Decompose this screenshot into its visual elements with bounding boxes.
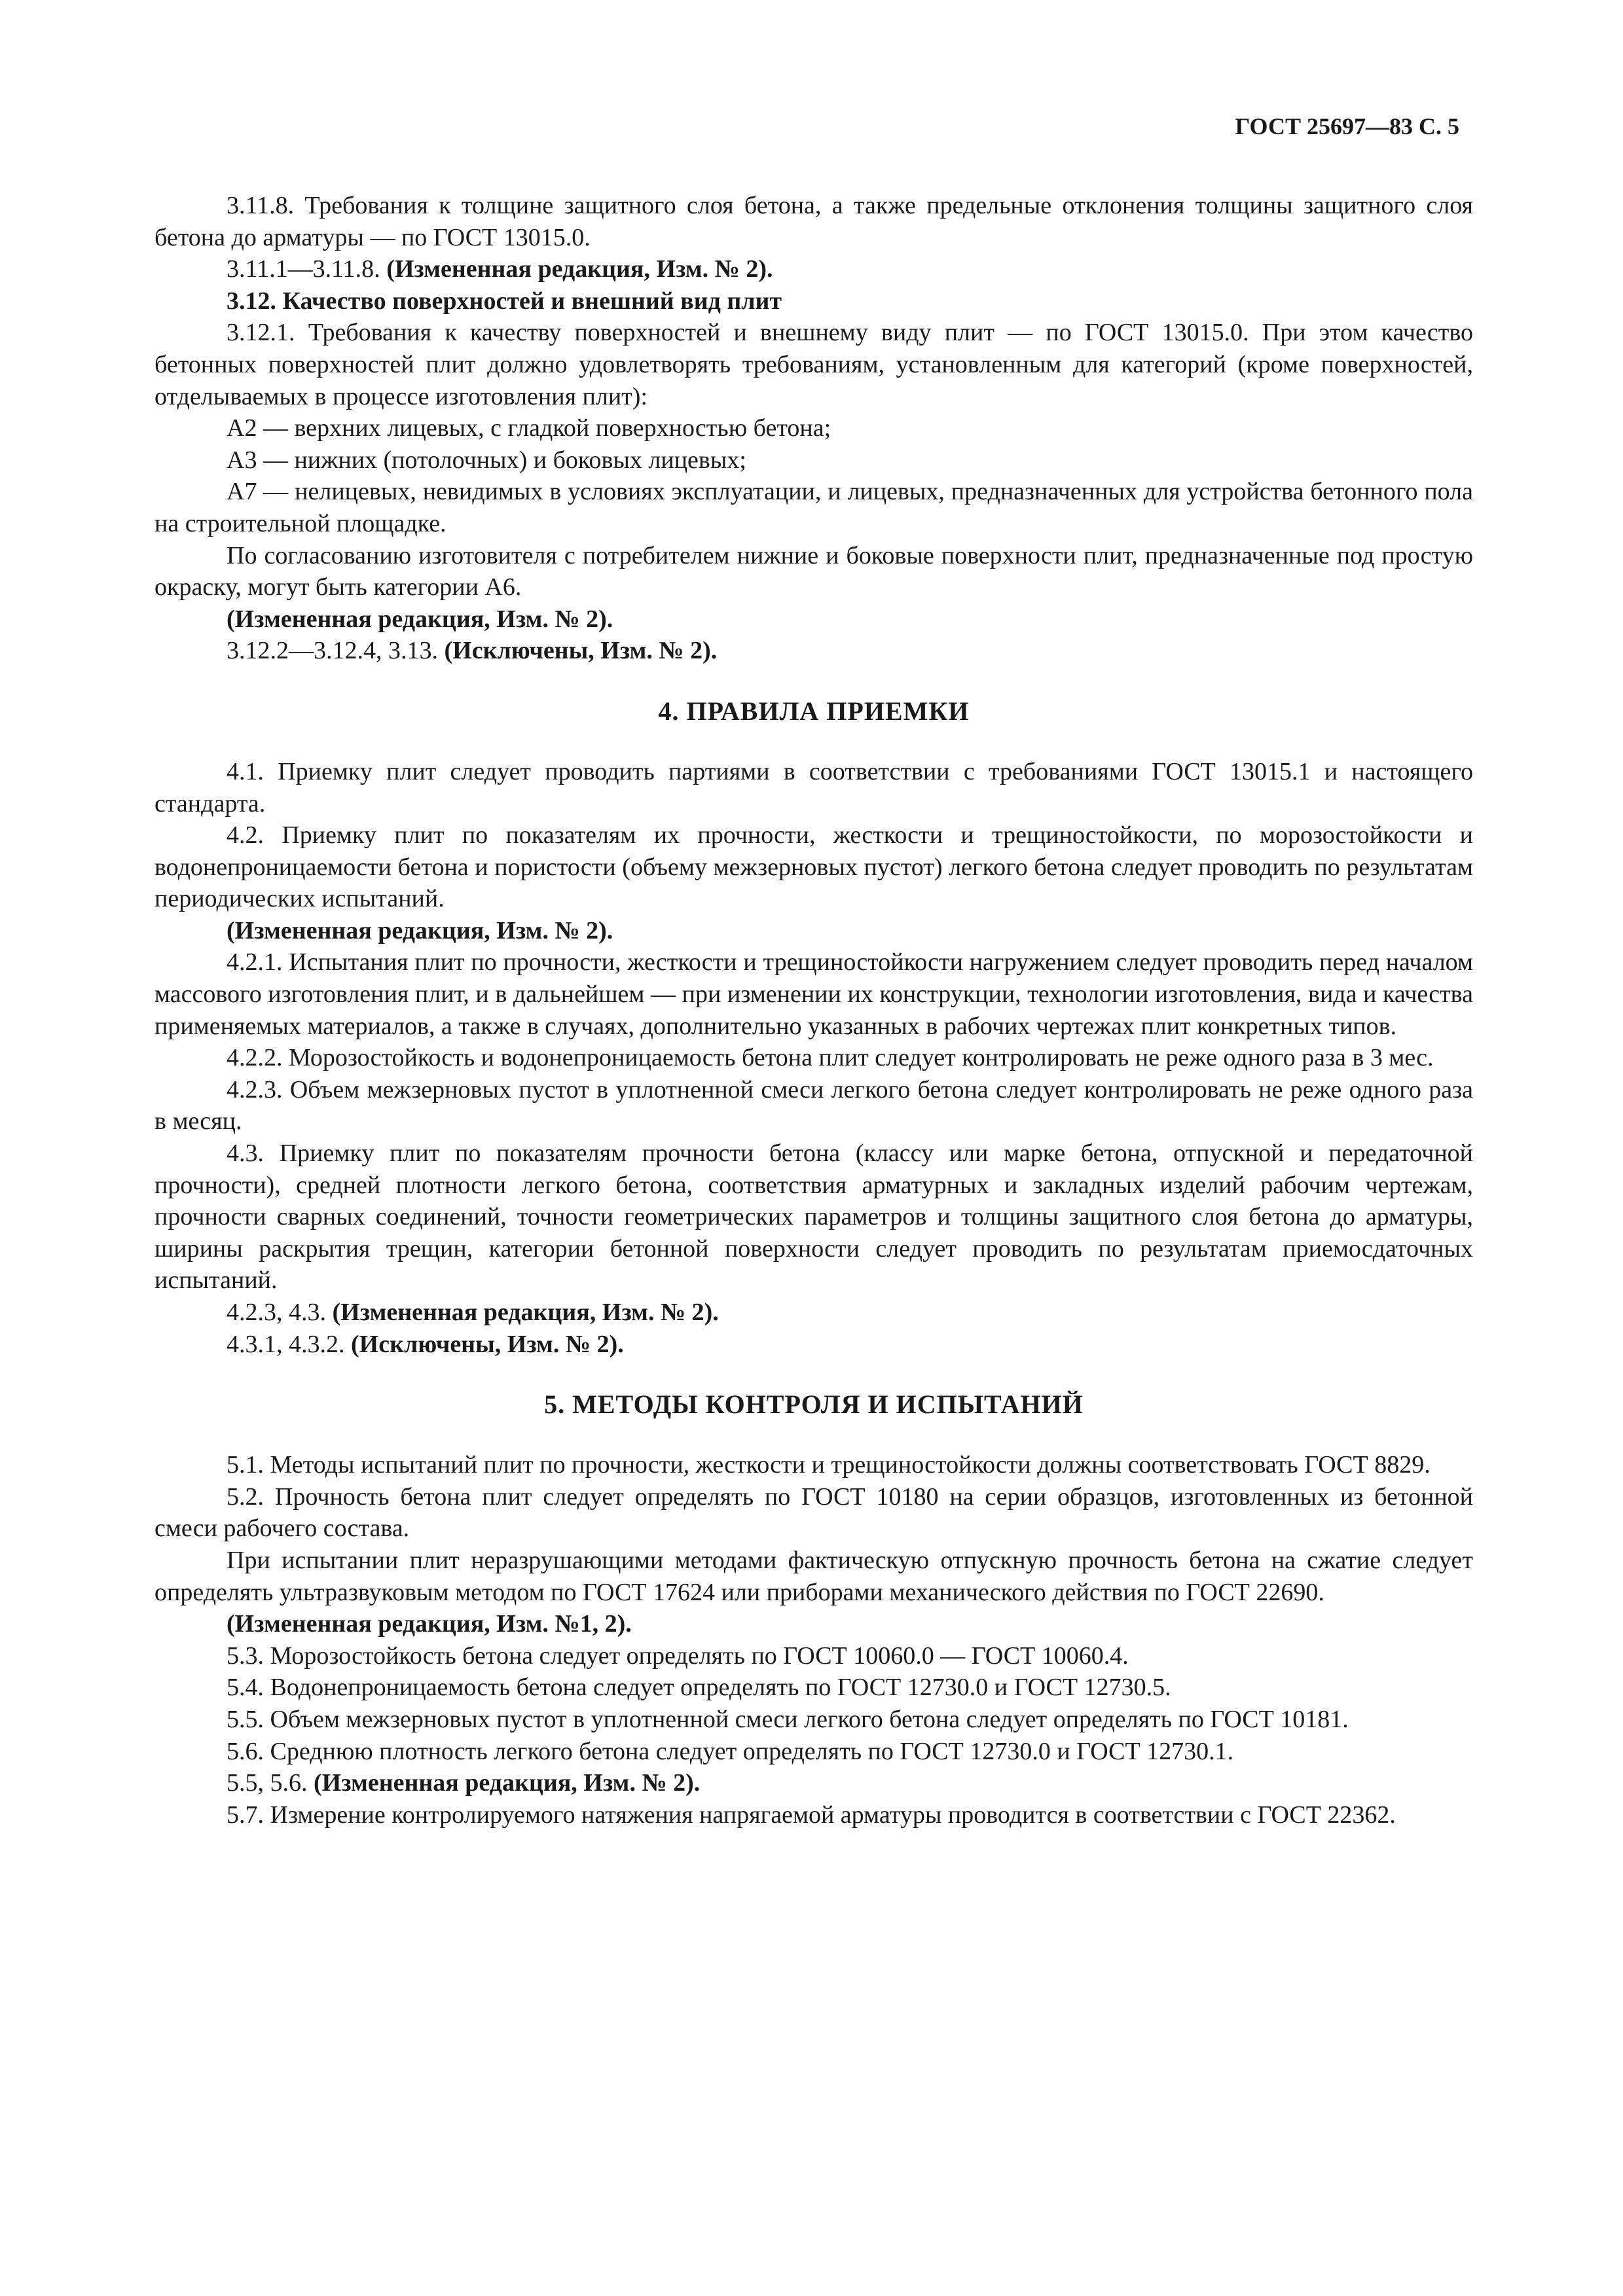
- amendment-note-3-11: [155, 253, 1473, 285]
- section-title-acceptance-rules: 4. ПРАВИЛА ПРИЕМКИ: [658, 696, 970, 726]
- paragraph-5-5: 5.5. Объем межзерновых пустот в уплотненной смеси легкого бетона следует определять по ГОСТ 10181.: [227, 1705, 1349, 1733]
- paragraph-4-2-3: 4.2.3. Объем межзерновых пустот в уплотненной смеси легкого бетона следует контролировать не реже одного раза в месяц.: [155, 1075, 1473, 1136]
- paragraph-5-4: 5.4. Водонепроницаемость бетона следует определять по ГОСТ 12730.0 и ГОСТ 12730.5.: [227, 1674, 1171, 1702]
- amendment-note-4-2: (Измененная редакция, Изм. № 2).: [227, 916, 613, 944]
- amendment-label: (Измененная редакция, Изм. № 2).: [332, 1299, 719, 1326]
- clause-ref: 5.5, 5.6.: [227, 1769, 308, 1797]
- clause-ref: 3.12.2—3.12.4, 3.13.: [227, 637, 438, 665]
- amendment-note-3-12: (Измененная редакция, Изм. № 2).: [227, 605, 613, 633]
- amendment-note-5-6: [155, 1767, 1473, 1799]
- paragraph-3-11-8: 3.11.8. Требования к толщине защитного слоя бетона, а также предельные отклонения толщины защитного слоя бетона до арматуры — по ГОСТ 13015.0.: [155, 192, 1473, 251]
- clause-ref: 3.11.1—3.11.8.: [227, 255, 380, 283]
- paragraph-nondestructive: При испытании плит неразрушающими методами фактическую отпускную прочность бетона на сжатие следует определять ультразвуковым методом по ГОСТ 17624 или приборами механического действия по ГОСТ 22690.: [155, 1546, 1473, 1606]
- paragraph-4-3: 4.3. Приемку плит по показателям прочности бетона (классу или марке бетона, отпускной и передаточной прочности), средней плотности легкого бетона, соответствия арматурных и закладных изделий рабочим чертежам, прочности сварных соединений, точности геометрических параметров и толщины защитного слоя бетона до арматуры, ширины раскрытия трещин, категории бетонной поверхности следует проводить по результатам приемосдаточных испытаний.: [155, 1139, 1473, 1295]
- paragraph-5-6: 5.6. Среднюю плотность легкого бетона следует определять по ГОСТ 12730.0 и ГОСТ 12730.1.: [227, 1737, 1234, 1765]
- clause-ref: 4.3.1, 4.3.2.: [227, 1330, 345, 1358]
- paragraph-4-2-2: 4.2.2. Морозостойкость и водонепроницаемость бетона плит следует контролировать не реже одного раза в 3 мес.: [227, 1044, 1434, 1072]
- paragraph-5-3: 5.3. Морозостойкость бетона следует определять по ГОСТ 10060.0 — ГОСТ 10060.4.: [227, 1641, 1129, 1670]
- paragraph-5-7: 5.7. Измерение контролируемого натяжения напрягаемой арматуры проводится в соответствии с ГОСТ 22362.: [227, 1801, 1396, 1829]
- paragraph-5-2: 5.2. Прочность бетона плит следует определять по ГОСТ 10180 на серии образцов, изготовленных из бетонной смеси рабочего состава.: [155, 1482, 1473, 1543]
- section-title-control-methods: 5. МЕТОДЫ КОНТРОЛЯ И ИСПЫТАНИЙ: [544, 1390, 1084, 1420]
- list-item-a2: А2 — верхних лицевых, с гладкой поверхностью бетона;: [227, 414, 831, 442]
- excluded-label: (Исключены, Изм. № 2).: [351, 1330, 624, 1358]
- clause-ref: 4.2.3, 4.3.: [227, 1299, 326, 1326]
- excluded-note-4-3: [155, 1329, 1473, 1361]
- amendment-label: (Измененная редакция, Изм. № 2).: [314, 1769, 701, 1797]
- paragraph-agreement: По согласованию изготовителя с потребителем нижние и боковые поверхности плит, предназначенные под простую окраску, могут быть категории А6.: [155, 541, 1473, 601]
- list-item-a3: А3 — нижних (потолочных) и боковых лицевых;: [227, 446, 746, 474]
- amendment-note-4-3: [155, 1297, 1473, 1329]
- amendment-note-5-2: (Измененная редакция, Изм. №1, 2).: [227, 1610, 632, 1638]
- running-header: ГОСТ 25697—83 С. 5: [1235, 113, 1459, 139]
- paragraph-3-12-1: 3.12.1. Требования к качеству поверхностей и внешнему виду плит — по ГОСТ 13015.0. При этом качество бетонных поверхностей плит должно удовлетворять требованиям, установленным для категорий (кроме поверхностей, отделываемых в процессе изготовления плит):: [155, 319, 1473, 410]
- paragraph-5-1: 5.1. Методы испытаний плит по прочности, жесткости и трещиностойкости должны соответствовать ГОСТ 8829.: [227, 1451, 1431, 1479]
- paragraph-4-2-1: 4.2.1. Испытания плит по прочности, жесткости и трещиностойкости нагружением следует проводить перед началом массового изготовления плит, и в дальнейшем — при изменении их конструкции, технологии изготовления, вида и качества применяемых материалов, а также в случаях, дополнительно указанных в рабочих чертежах плит конкретных типов.: [155, 948, 1473, 1040]
- excluded-note-3-12: [155, 635, 1473, 667]
- paragraph-4-1: 4.1. Приемку плит следует проводить партиями в соответствии с требованиями ГОСТ 13015.1 и настоящего стандарта.: [155, 757, 1473, 817]
- excluded-label: (Исключены, Изм. № 2).: [444, 637, 718, 665]
- document-body: [155, 190, 1473, 1831]
- subsection-heading-3-12: 3.12. Качество поверхностей и внешний вид плит: [227, 287, 782, 315]
- list-item-a7: А7 — нелицевых, невидимых в условиях эксплуатации, и лицевых, предназначенных для устройства бетонного пола на строительной площадке.: [155, 478, 1473, 537]
- paragraph-4-2: 4.2. Приемку плит по показателям их прочности, жесткости и трещиностойкости, по морозостойкости и водонепроницаемости бетона и пористости (объему межзерновых пустот) легкого бетона следует проводить по результатам периодических испытаний.: [155, 821, 1473, 913]
- amendment-label: (Измененная редакция, Изм. № 2).: [386, 255, 773, 283]
